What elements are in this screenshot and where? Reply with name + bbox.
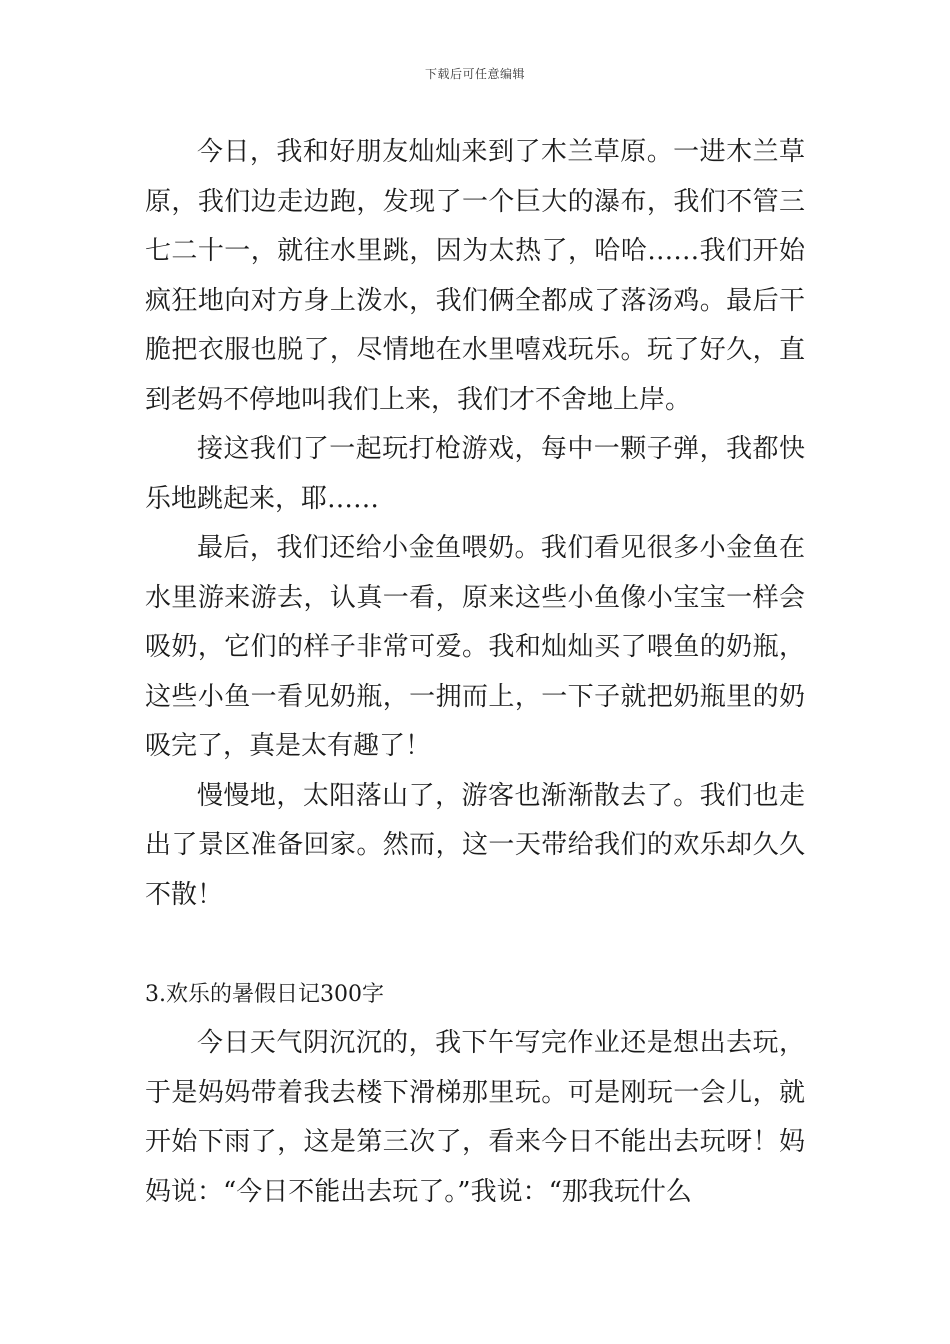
paragraph: 最后，我们还给小金鱼喂奶。我们看见很多小金鱼在水里游来游去，认真一看，原来这些小鱼像小宝宝一样会吸奶，它们的样子非常可爱。我和灿灿买了喂鱼的奶瓶，这些小鱼一看见奶瓶，一拥而上，一下子就把奶瓶里的奶吸完了，真是太有趣了！ bbox=[145, 533, 805, 761]
document-body bbox=[145, 128, 805, 1217]
paragraph: 今日，我和好朋友灿灿来到了木兰草原。一进木兰草原，我们边走边跑，发现了一个巨大的瀑布，我们不管三七二十一，就往水里跳，因为太热了，哈哈……我们开始疯狂地向对方身上泼水，我们俩全都成了落汤鸡。最后干脆把衣服也脱了，尽情地在水里嘻戏玩乐。玩了好久，直到老妈不停地叫我们上来，我们才不舍地上岸。 bbox=[145, 137, 805, 415]
paragraph: 接这我们了一起玩打枪游戏，每中一颗子弹，我都快乐地跳起来，耶…… bbox=[145, 434, 805, 514]
paragraph: 今日天气阴沉沉的，我下午写完作业还是想出去玩，于是妈妈带着我去楼下滑梯那里玩。可是刚玩一会儿，就开始下雨了，这是第三次了，看来今日不能出去玩呀！妈妈说：“今日不能出去玩了。”我说：“那我玩什么 bbox=[145, 1028, 805, 1207]
page-header: 下载后可任意编辑 bbox=[424, 67, 525, 81]
paragraph-gap bbox=[145, 920, 805, 970]
section-heading: 3.欢乐的暑假日记300字 bbox=[145, 981, 384, 1007]
paragraph: 慢慢地，太阳落山了，游客也渐渐散去了。我们也走出了景区准备回家。然而，这一天带给我们的欢乐却久久不散！ bbox=[145, 780, 805, 910]
